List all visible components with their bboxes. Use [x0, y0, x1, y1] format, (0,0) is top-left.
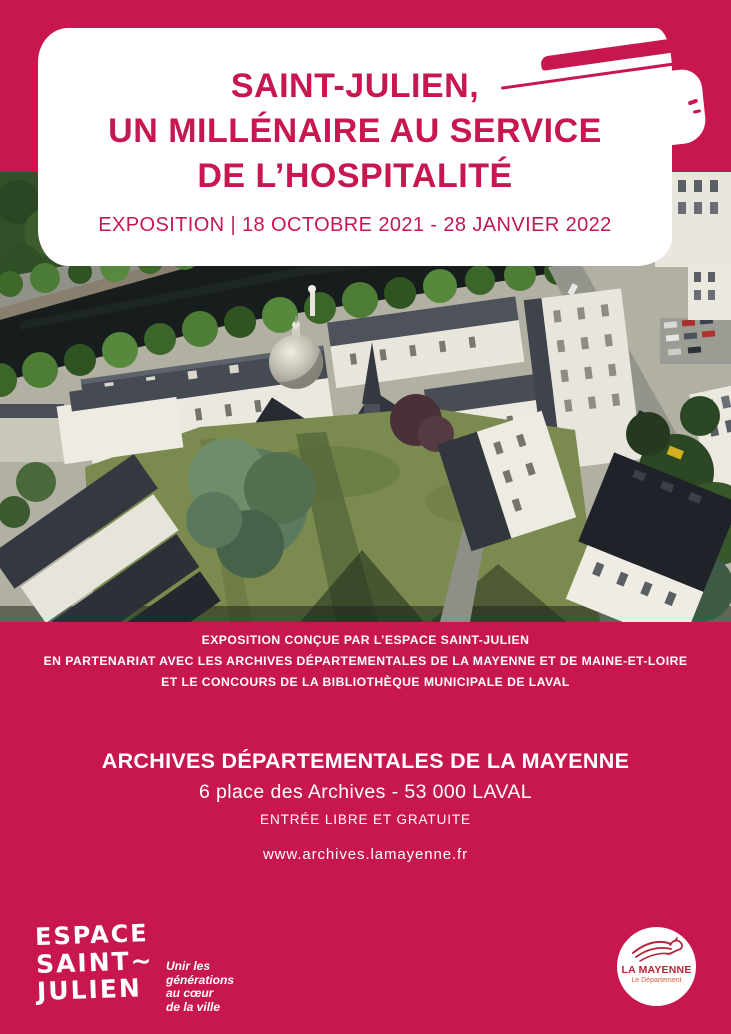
logo-tagline-line: de la ville [166, 999, 221, 1014]
venue-name: ARCHIVES DÉPARTEMENTALES DE LA MAYENNE [101, 749, 630, 773]
la-mayenne-subtitle: Le Département [631, 977, 682, 984]
logo-tagline [166, 960, 234, 1014]
partnership-credits [0, 630, 731, 693]
logo-tagline-line: générations [166, 972, 235, 987]
la-mayenne-name: LA MAYENNE [621, 964, 692, 976]
poster-title-line-2: UN MILLÉNAIRE AU SERVICE [108, 112, 602, 150]
logo-word: ESPACE [34, 919, 150, 952]
logo-tagline-line: au cœur [166, 986, 214, 1000]
logo-word: SAINT~ [35, 945, 155, 980]
venue-address: 6 place des Archives - 53 000 LAVAL [198, 781, 533, 803]
partnership-credit-line: EN PARTENARIAT AVEC LES ARCHIVES DÉPARTEMENTALES DE LA MAYENNE ET DE MAINE-ET-LOIRE [43, 654, 688, 668]
website-url: www.archives.lamayenne.fr [262, 846, 469, 863]
poster-title-line-3: DE L’HOSPITALITÉ [197, 157, 513, 195]
espace-saint-julien-logo [34, 919, 286, 1022]
logo-wordmark [35, 920, 155, 1005]
logo-tagline-line: Unir les [166, 959, 211, 973]
admission-note: ENTRÉE LIBRE ET GRATUITE [260, 812, 471, 827]
la-mayenne-logo [617, 927, 696, 1006]
partnership-credit-line: EXPOSITION CONÇUE PAR L’ESPACE SAINT-JULIEN [201, 633, 530, 647]
poster-title-line-1: SAINT-JULIEN, [230, 67, 480, 105]
exhibition-dates: EXPOSITION | 18 OCTOBRE 2021 - 28 JANVIER 2022 [98, 214, 612, 236]
pegasus-horse-icon [629, 937, 685, 963]
car-park [660, 317, 731, 364]
panel-edge-bump [652, 68, 707, 147]
logo-word: JULIEN [36, 973, 143, 1007]
partnership-credit-line: ET LE CONCOURS DE LA BIBLIOTHÈQUE MUNICIPALE DE LAVAL [161, 675, 570, 689]
